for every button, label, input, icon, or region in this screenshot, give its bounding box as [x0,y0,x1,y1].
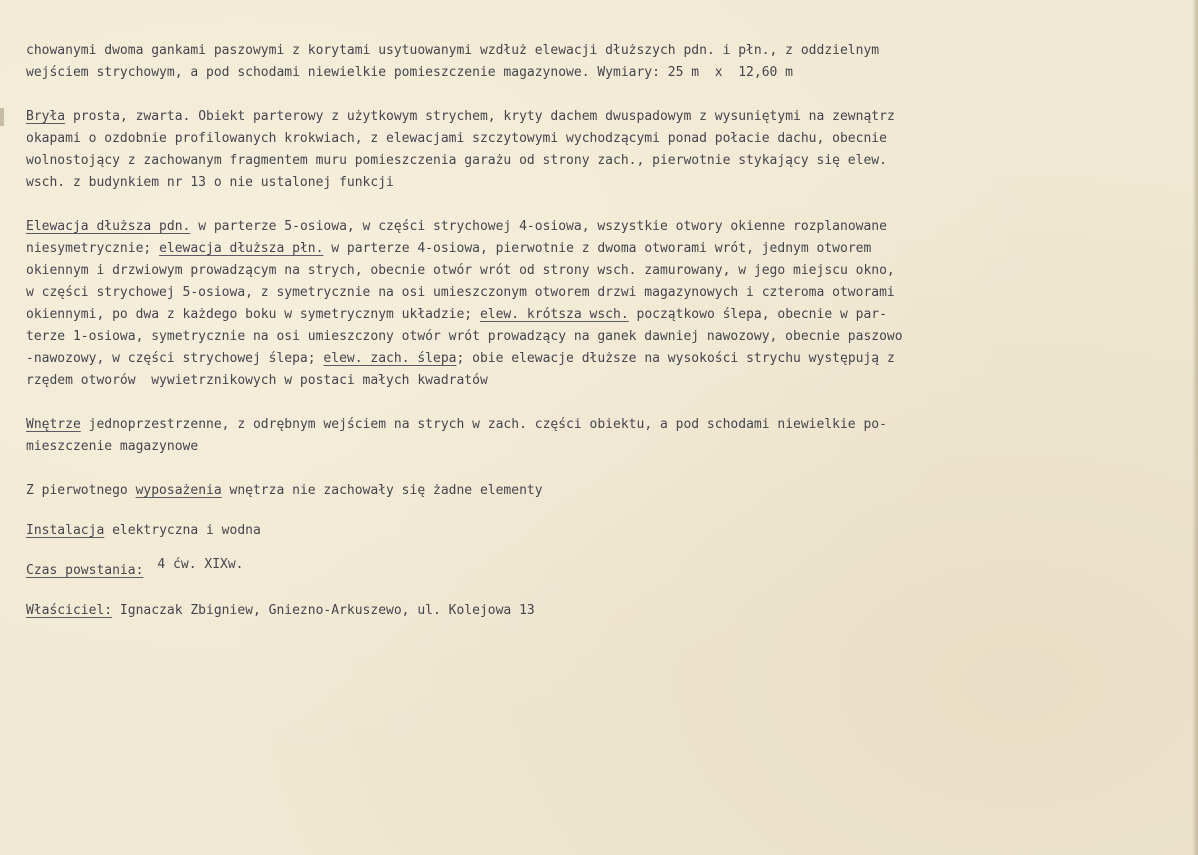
section-heading: Właściciel: [26,603,113,618]
text-line [26,348,1186,370]
text-line [26,414,1186,436]
text-segment: wolnostojący z zachowanym fragmentem muru pomieszczenia garażu od strony zach., pierwotnie stykający się elew. [26,153,887,168]
text-segment: chowanymi dwoma gankami paszowymi z korytami usytuowanymi wzdłuż elewacji dłuższych pdn. i płn., z oddzielnym [26,43,880,58]
typed-document-body [26,40,1186,622]
section-heading: Wnętrze [26,417,81,432]
text-line [26,260,1186,282]
text-line [26,480,1186,502]
paragraph [26,600,1186,622]
text-segment: terze 1-osiowa, symetrycznie na osi umieszczony otwór wrót prowadzący na ganek dawniej nawozowy, obecnie paszowo [26,329,903,344]
text-line [26,128,1186,150]
text-segment: wejściem strychowym, a pod schodami niewielkie pomieszczenie magazynowe. Wymiary: 25 m x 12,60 m [26,65,794,80]
text-segment: w parterze 4-osiowa, pierwotnie z dwoma otworami wrót, jednym otworem [323,241,872,256]
section-heading: Elewacja dłuższa pdn. [26,219,191,234]
page-mark [0,108,4,126]
text-segment: prosta, zwarta. Obiekt parterowy z użytkowym strychem, kryty dachem dwuspadowym z wysuniętymi na zewnątrz [65,109,895,124]
text-line [26,238,1186,260]
text-segment: niesymetrycznie; [26,241,160,256]
text-segment: Ignaczak Zbigniew, Gniezno-Arkuszewo, ul. Kolejowa 13 [112,603,535,618]
text-line [26,520,1186,542]
text-segment: jednoprzestrzenne, z odrębnym wejściem na strych w zach. części obiektu, a pod schodami niewielkie po- [80,417,887,432]
section-heading: elew. krótsza wsch. [479,307,629,322]
paragraph [26,557,1186,582]
paragraph [26,40,1186,84]
date-value: 4 ćw. XIXw. [157,557,244,572]
text-segment: okiennym i drzwiowym prowadzącym na strych, obecnie otwór wrót od strony wsch. zamurowany, w jego miejscu okno, [26,263,895,278]
text-segment: początkowo ślepa, obecnie w par- [628,307,887,322]
text-segment: w części strychowej 5-osiowa, z symetrycznie na osi umieszczonym otworem drzwi magazynowych i czteroma otworami [26,285,895,300]
text-line [26,557,1186,582]
text-segment: mieszczenie magazynowe [26,439,199,454]
text-segment: ; obie elewacje dłuższe na wysokości strychu występują z [456,351,895,366]
text-line [26,304,1186,326]
paragraph [26,216,1186,392]
text-line [26,436,1186,458]
text-segment: elektryczna i wodna [104,523,261,538]
text-line [26,40,1186,62]
text-line [26,62,1186,84]
page-edge-shadow [1192,0,1198,855]
text-line [26,282,1186,304]
text-segment: okiennymi, po dwa z każdego boku w symetrycznym układzie; [26,307,480,322]
text-segment: wsch. z budynkiem nr 13 o nie ustalonej funkcji [26,175,394,190]
text-line [26,326,1186,348]
section-heading: Bryła [26,109,66,124]
section-heading: elewacja dłuższa płn. [159,241,324,256]
text-segment: -nawozowy, w części strychowej ślepa; [26,351,324,366]
section-heading: elew. zach. ślepa [323,351,457,366]
text-segment: w parterze 5-osiowa, w części strychowej 4-osiowa, wszystkie otwory okienne rozplanowane [190,219,887,234]
text-segment: wnętrza nie zachowały się żadne elementy [221,483,543,498]
section-heading: wyposażenia [135,483,222,498]
text-line [26,106,1186,128]
paragraph [26,520,1186,542]
section-heading: Czas powstania: [26,563,144,578]
paragraph [26,106,1186,194]
paragraph [26,414,1186,458]
text-line [26,216,1186,238]
text-segment: Z pierwotnego [26,483,136,498]
text-line [26,370,1186,392]
text-line [26,600,1186,622]
text-line [26,172,1186,194]
text-line [26,150,1186,172]
section-heading: Instalacja [26,523,105,538]
paragraph [26,480,1186,502]
text-segment: rzędem otworów wywietrznikowych w postaci małych kwadratów [26,373,488,388]
text-segment: okapami o ozdobnie profilowanych krokwiach, z elewacjami szczytowymi wychodzącymi ponad połacie dachu, obecnie [26,131,887,146]
